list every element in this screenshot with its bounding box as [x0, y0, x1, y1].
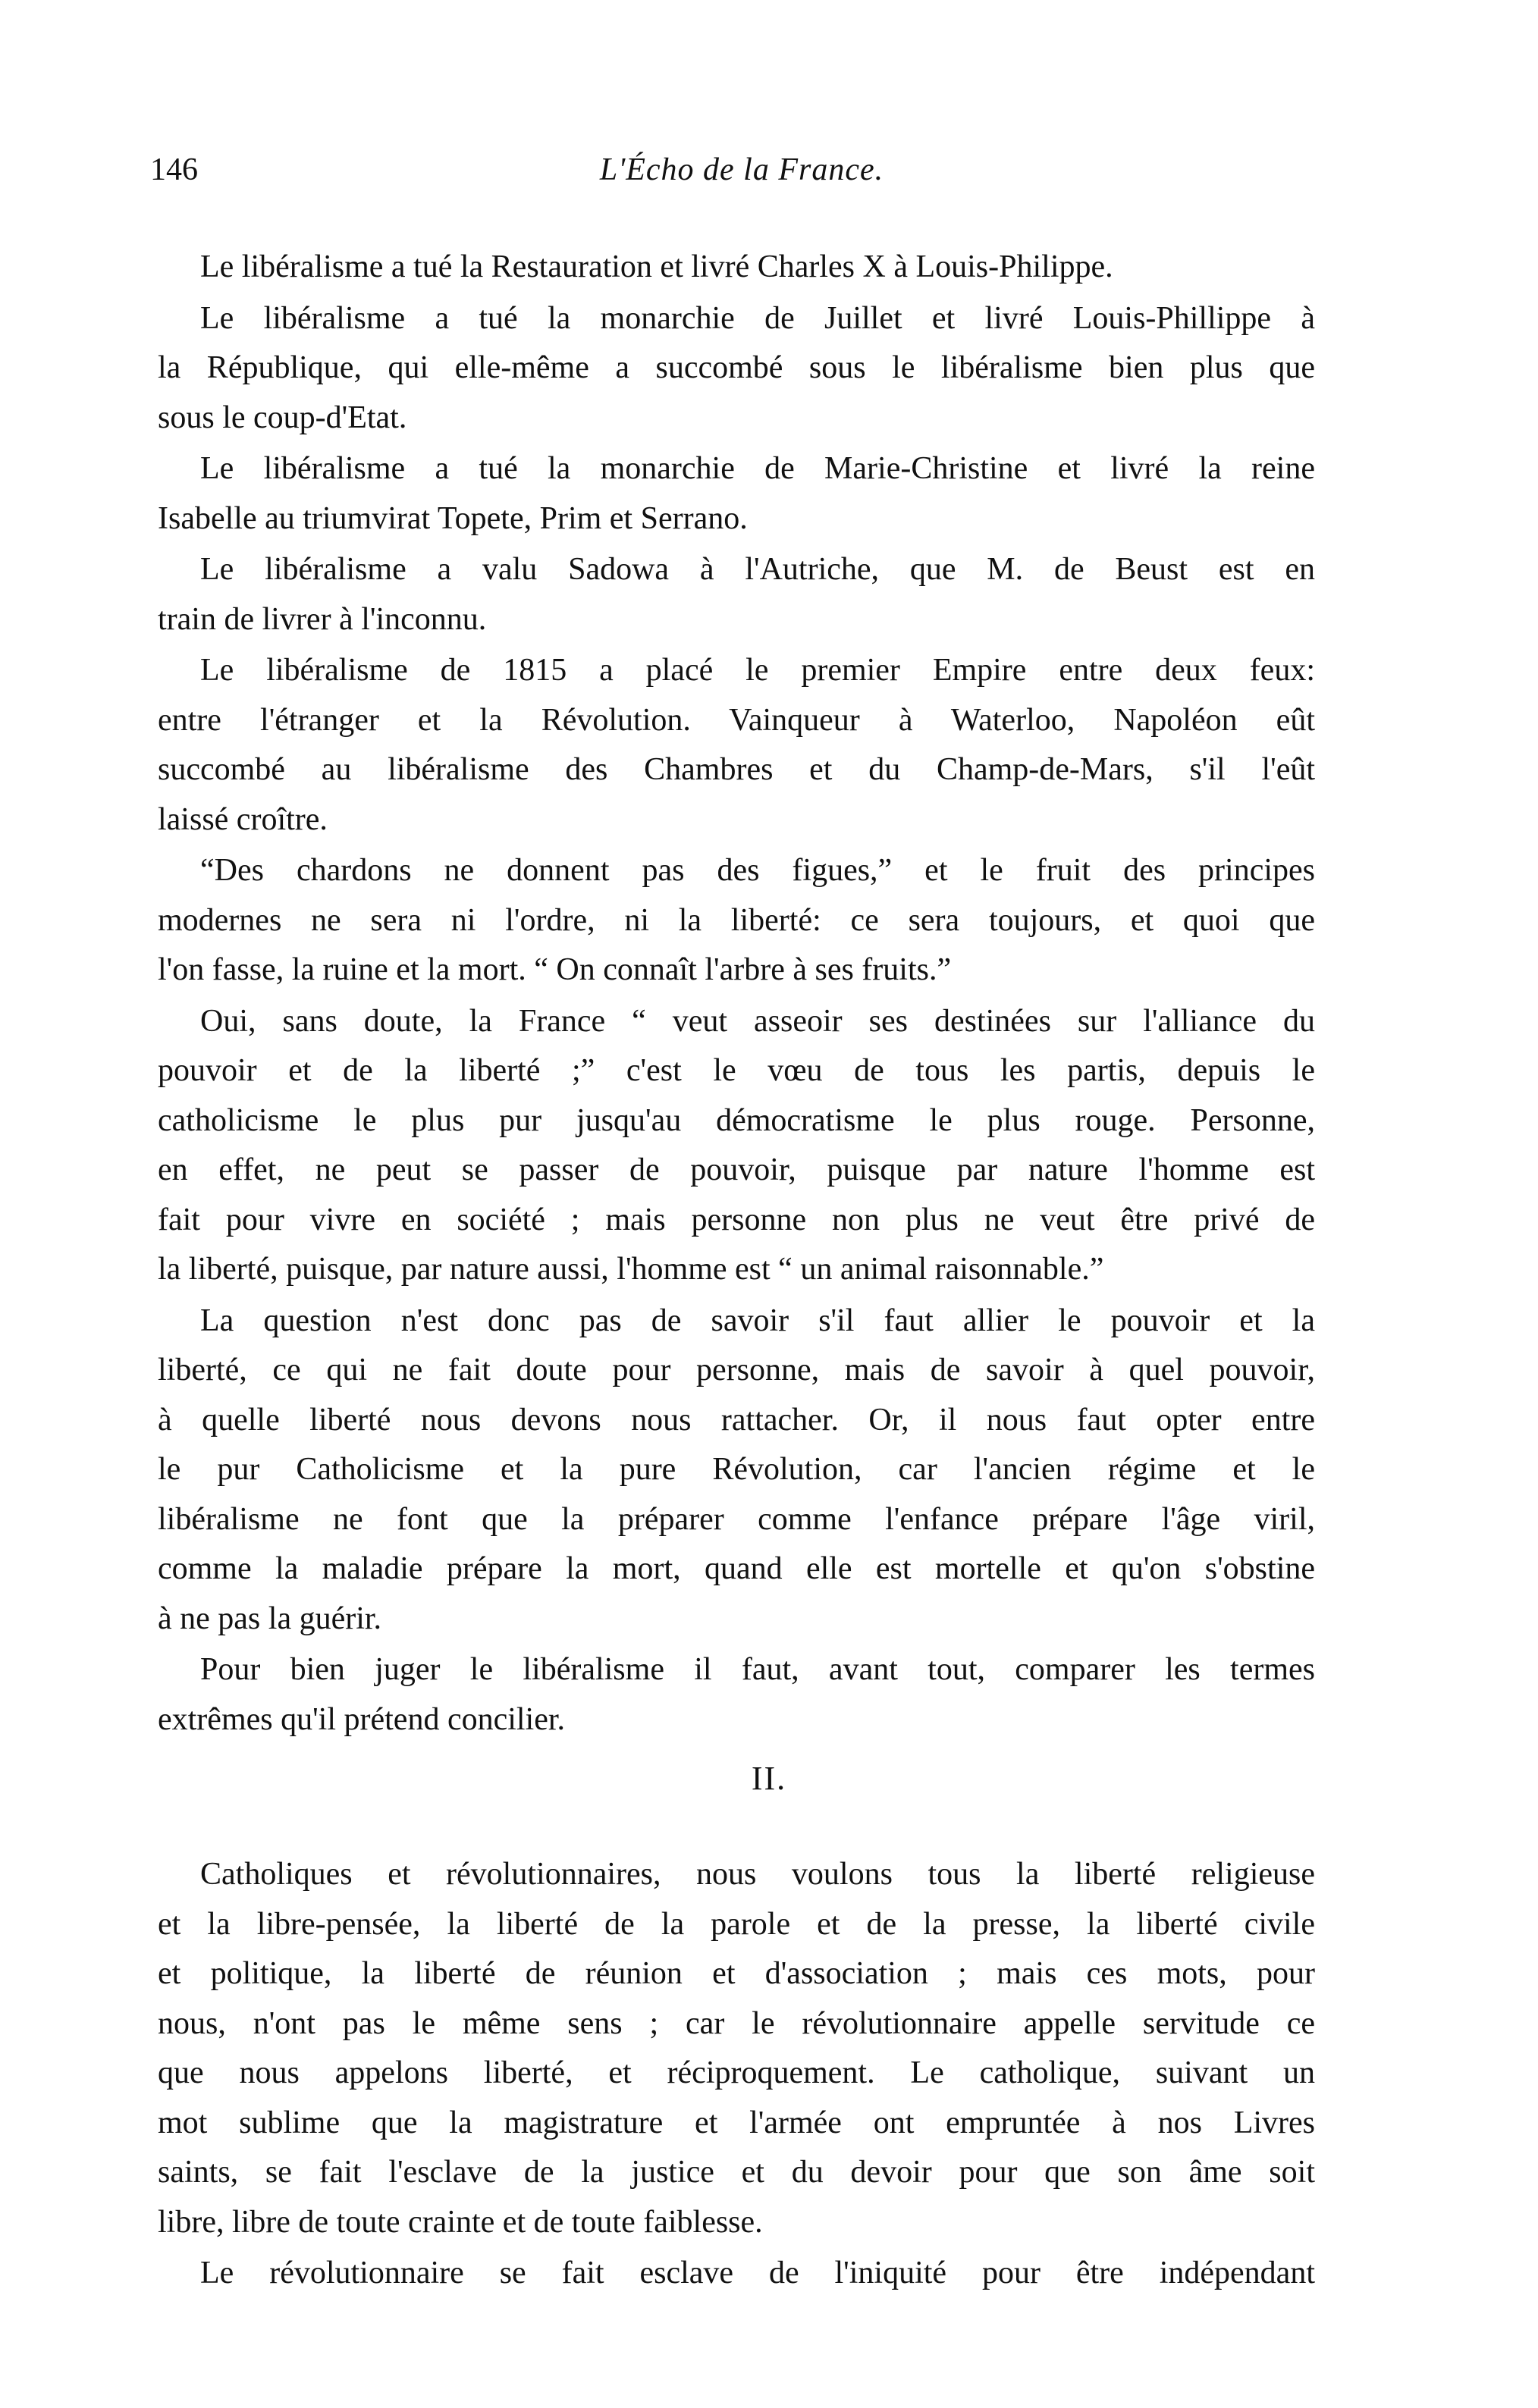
text-line: Le libéralisme a tué la monarchie de Juillet et livré Louis-Phillippe à — [200, 300, 1315, 336]
section-1-body — [158, 243, 1315, 1746]
text-line: pouvoir et de la liberté ;” c'est le vœu de tous les partis, depuis le — [158, 1053, 1315, 1088]
paragraph — [158, 1296, 1315, 1645]
paragraph — [158, 444, 1315, 544]
text-line: saints, se fait l'esclave de la justice et du devoir pour que son âme soit — [158, 2155, 1315, 2190]
text-line: Le révolutionnaire se fait esclave de l'iniquité pour être indépendant — [200, 2256, 1315, 2290]
running-title: L'Écho de la France. — [599, 152, 884, 187]
text-line: train de livrer à l'inconnu. — [158, 601, 487, 637]
text-line: la liberté, puisque, par nature aussi, l'homme est “ un animal raisonnable.” — [158, 1252, 1104, 1287]
paragraph — [158, 294, 1315, 444]
text-line: Isabelle au triumvirat Topete, Prim et Serrano. — [158, 500, 748, 536]
text-line: mot sublime que la magistrature et l'armée ont empruntée à nos Livres — [158, 2105, 1315, 2140]
paragraph — [158, 1850, 1315, 2247]
text-line: fait pour vivre en société ; mais personne non plus ne veut être privé de — [158, 1202, 1315, 1237]
paragraph — [158, 243, 1315, 293]
text-line: Oui, sans doute, la France “ veut asseoir ses destinées sur l'alliance du — [200, 1003, 1315, 1039]
paragraph — [158, 846, 1315, 995]
page-header — [150, 152, 1333, 197]
text-line: la République, qui elle-même a succombé sous le libéralisme bien plus que — [158, 350, 1315, 385]
text-line: “Des chardons ne donnent pas des figues,” et le fruit des principes — [200, 853, 1315, 888]
text-line: sous le coup-d'Etat. — [158, 400, 407, 435]
text-line: Le libéralisme a valu Sadowa à l'Autriche, que M. de Beust est en — [200, 552, 1315, 587]
paragraph — [158, 2249, 1315, 2299]
text-line: libéralisme ne font que la préparer comme l'enfance prépare l'âge viril, — [158, 1501, 1315, 1537]
text-line: et la libre-pensée, la liberté de la parole et de la presse, la liberté civile — [158, 1906, 1315, 1942]
paragraph — [158, 646, 1315, 845]
text-line: que nous appelons liberté, et réciproquement. Le catholique, suivant un — [158, 2055, 1315, 2090]
text-line: Le libéralisme a tué la monarchie de Marie-Christine et livré la reine — [200, 451, 1315, 486]
text-line: Le libéralisme a tué la Restauration et livré Charles X à Louis-Philippe. — [200, 249, 1113, 284]
text-line: en effet, ne peut se passer de pouvoir, puisque par nature l'homme est — [158, 1152, 1315, 1187]
paragraph — [158, 545, 1315, 644]
section-heading: II. — [751, 1760, 787, 1797]
text-line: Pour bien juger le libéralisme il faut, avant tout, comparer les termes — [200, 1652, 1315, 1687]
text-line: laissé croître. — [158, 801, 328, 837]
text-line: le pur Catholicisme et la pure Révolution, car l'ancien régime et le — [158, 1452, 1315, 1487]
text-line: La question n'est donc pas de savoir s'il faut allier le pouvoir et la — [200, 1303, 1315, 1338]
text-line: à ne pas la guérir. — [158, 1601, 382, 1636]
section-2-body — [158, 1850, 1315, 2300]
text-line: et politique, la liberté de réunion et d'association ; mais ces mots, pour — [158, 1956, 1315, 1991]
text-line: liberté, ce qui ne fait doute pour personne, mais de savoir à quel pouvoir, — [158, 1353, 1315, 1387]
text-line: modernes ne sera ni l'ordre, ni la liberté: ce sera toujours, et quoi que — [158, 902, 1315, 938]
text-line: succombé au libéralisme des Chambres et du Champ-de-Mars, s'il l'eût — [158, 752, 1315, 787]
text-line: à quelle liberté nous devons nous rattacher. Or, il nous faut opter entre — [158, 1402, 1315, 1438]
paragraph — [158, 1645, 1315, 1745]
paragraph — [158, 997, 1315, 1295]
text-line: Catholiques et révolutionnaires, nous voulons tous la liberté religieuse — [200, 1857, 1315, 1892]
page-number: 146 — [150, 152, 198, 187]
text-line: Le libéralisme de 1815 a placé le premier Empire entre deux feux: — [200, 653, 1315, 688]
text-line: libre, libre de toute crainte et de toute faiblesse. — [158, 2204, 763, 2240]
text-line: nous, n'ont pas le même sens ; car le révolutionnaire appelle servitude ce — [158, 2005, 1315, 2041]
text-line: catholicisme le plus pur jusqu'au démocratisme le plus rouge. Personne, — [158, 1102, 1315, 1138]
text-line: extrêmes qu'il prétend concilier. — [158, 1701, 566, 1737]
text-line: l'on fasse, la ruine et la mort. “ On connaît l'arbre à ses fruits.” — [158, 952, 952, 987]
text-line: comme la maladie prépare la mort, quand elle est mortelle et qu'on s'obstine — [158, 1551, 1315, 1586]
text-line: entre l'étranger et la Révolution. Vainqueur à Waterloo, Napoléon eût — [158, 702, 1315, 738]
